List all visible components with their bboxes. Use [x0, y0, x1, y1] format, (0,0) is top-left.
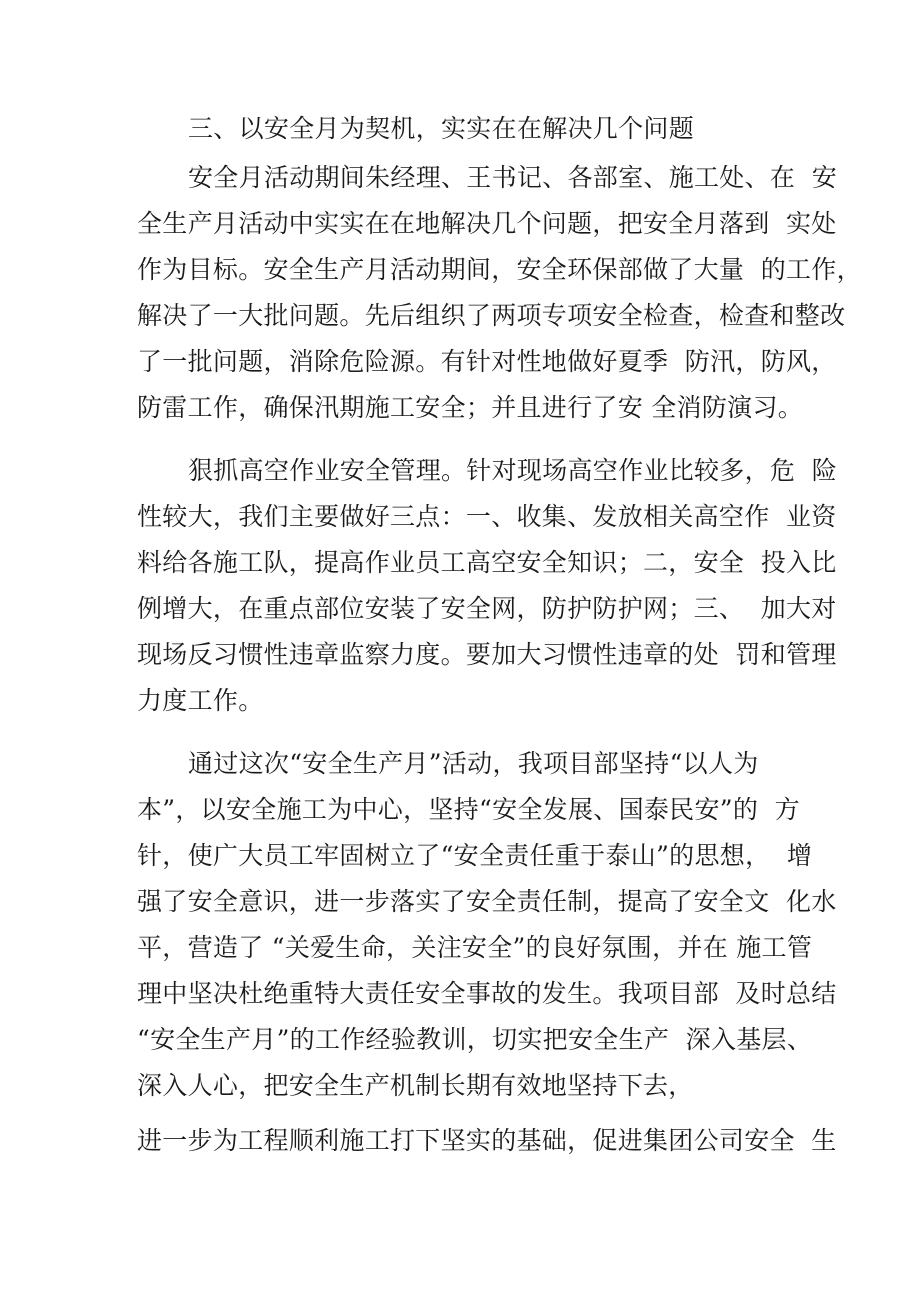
- text-line: 安全月活动期间朱经理、王书记、各部室、施工处、在 安: [188, 163, 837, 192]
- text-line: “安全生产月”的工作经验教训，切实把安全生产 深入基层、: [137, 1025, 813, 1054]
- text-line: 理中坚决杜绝重特大责任安全事故的发生。我项目部 及时总结: [137, 979, 837, 1008]
- text-line: 全生产月活动中实实在在地解决几个问题，把安全月落到 实处: [137, 209, 837, 238]
- text-line: 料给各施工队，提高作业员工高空安全知识；二，安全 投入比: [137, 548, 837, 577]
- text-line: 进一步为工程顺利施工打下坚实的基础，促进集团公司安全 生: [137, 1126, 837, 1155]
- text-line: 解决了一大批问题。先后组织了两项专项安全检查，检查和整改: [137, 301, 846, 330]
- text-line: 了一批问题，消除危险源。有针对性地做好夏季 防汛，防风，: [137, 347, 837, 376]
- text-line: 强了安全意识，进一步落实了安全责任制，提高了安全文 化水: [137, 887, 837, 916]
- text-line: 深入人心，把安全生产机制长期有效地坚持下去，: [137, 1071, 694, 1100]
- text-line: 平，营造了 “关爱生命，关注安全”的良好氛围，并在 施工管: [137, 933, 813, 962]
- text-line: 现场反习惯性违章监察力度。要加大习惯性违章的处 罚和管理: [137, 640, 837, 669]
- text-line: 防雷工作，确保汛期施工安全；并且进行了安 全消防演习。: [137, 393, 804, 422]
- text-line: 针，使广大员工牢固树立了“安全责任重于泰山”的思想， 增: [137, 841, 813, 870]
- text-line: 例增大，在重点部位安装了安全网，防护防护网；三、 加大对: [137, 594, 837, 623]
- text-line: 力度工作。: [137, 686, 264, 715]
- text-line: 狠抓高空作业安全管理。针对现场高空作业比较多，危 险: [188, 456, 837, 485]
- text-line: 作为目标。安全生产月活动期间，安全环保部做了大量 的工作，: [137, 255, 862, 284]
- section-heading: 三、以安全月为契机，实实在在解决几个问题: [188, 114, 695, 143]
- text-line: 通过这次“安全生产月”活动，我项目部坚持“以人为: [188, 749, 759, 778]
- text-line: 性较大，我们主要做好三点：一、收集、发放相关高空作 业资: [137, 502, 837, 531]
- text-line: 本”，以安全施工为中心，坚持“安全发展、国泰民安”的 方: [137, 795, 800, 824]
